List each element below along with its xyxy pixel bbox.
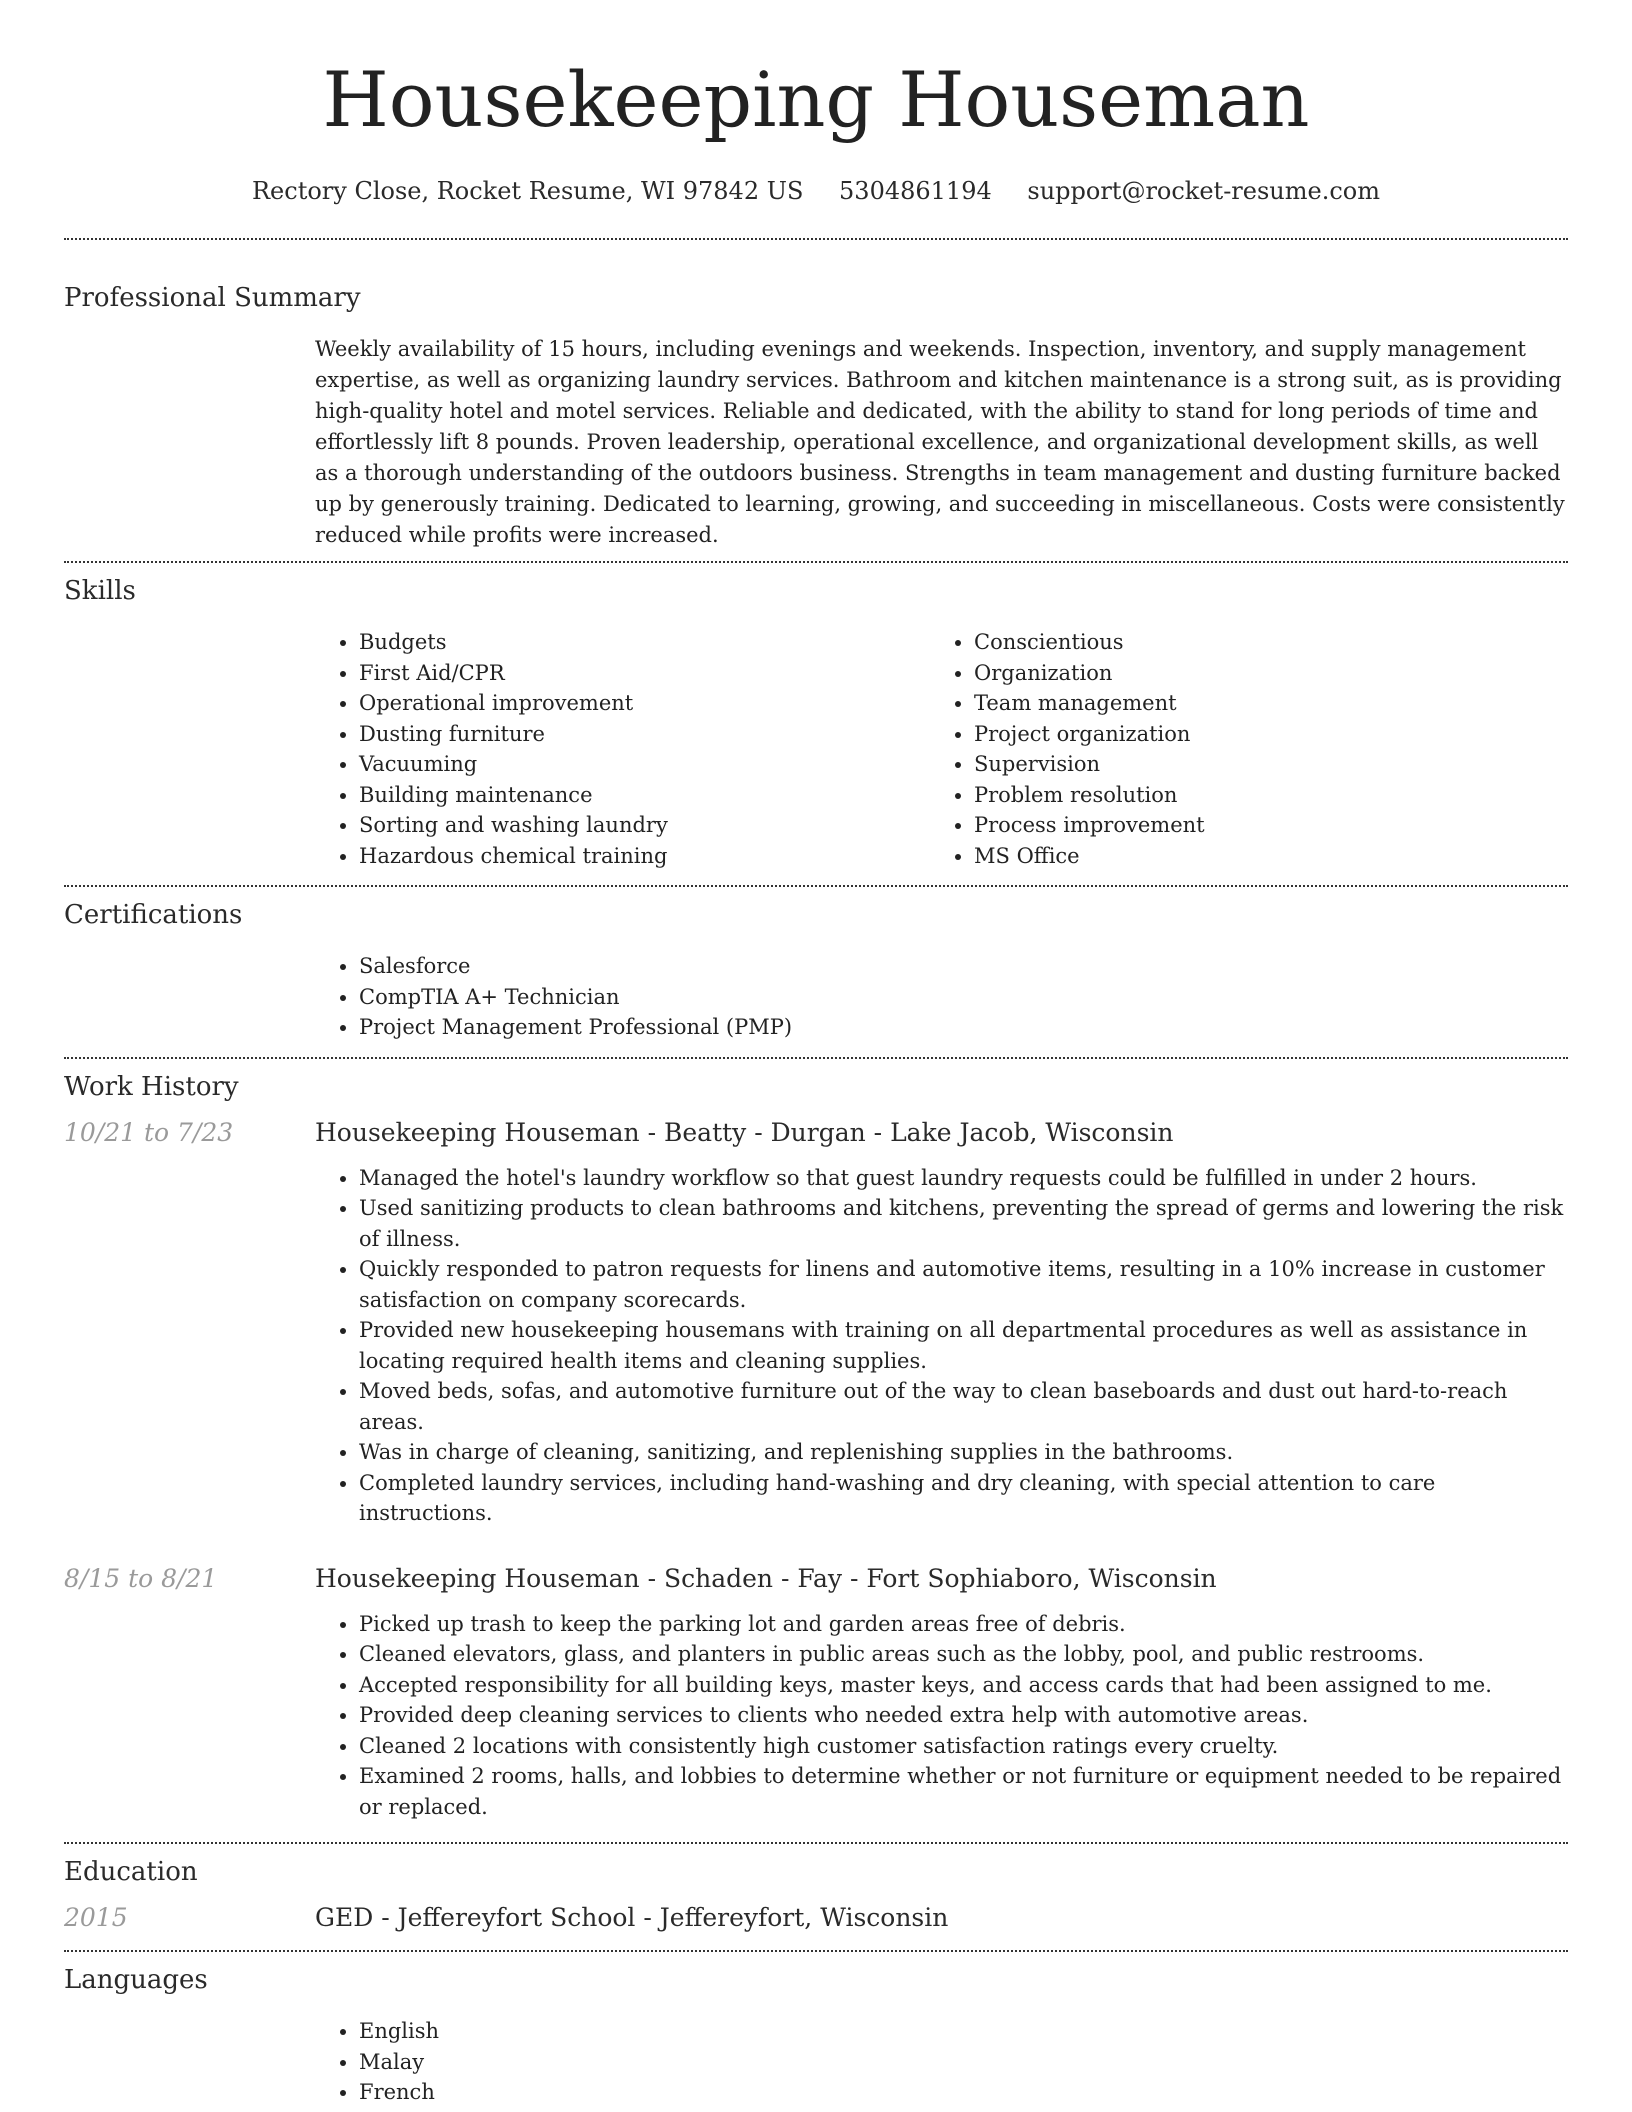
languages-list [315,2016,1568,2108]
skills-list-right [930,627,1545,871]
job-dates: 10/21 to 7/23 [64,1117,234,1147]
divider [64,561,1568,563]
section-title-skills: Skills [64,576,136,606]
job-duty-item: • Managed the hotel's laundry workflow so that guest laundry requests could be fulfilled in under 2 hours. [359,1163,1568,1194]
section-title-certifications: Certifications [64,900,243,930]
job-duty-item: • Moved beds, sofas, and automotive furniture out of the way to clean baseboards and dust out hard-to-reach areas. [359,1376,1568,1437]
job-duties-list [315,1609,1568,1823]
email: support@rocket-resume.com [1027,177,1380,205]
job-entry [64,1563,1568,1823]
skill-item: • Problem resolution [974,780,1545,811]
skill-item: • Sorting and washing laundry [359,810,930,841]
education-heading: GED - Jeffereyfort School - Jeffereyfort, Wisconsin [315,1903,949,1932]
section-title-languages: Languages [64,1965,208,1995]
job-heading: Housekeeping Houseman - Beatty - Durgan - Lake Jacob, Wisconsin [315,1117,1174,1147]
certifications-section [64,899,1568,1043]
skill-item: • Team management [974,688,1545,719]
certification-item: • Salesforce [359,951,1568,982]
job-duty-item: • Cleaned elevators, glass, and planters in public areas such as the lobby, pool, and public restrooms. [359,1639,1568,1670]
job-duty-item: • Examined 2 rooms, halls, and lobbies to determine whether or not furniture or equipment needed to be repaired or replaced. [359,1761,1568,1822]
summary-text: Weekly availability of 15 hours, including evenings and weekends. Inspection, inventory, and supply management expertise, as well as organizing laundry services. Bathroom and kitchen maintenance is a strong suit, as is providing high-quality hotel and motel services. Reliable and dedicated, with the ability to stand for long periods of time and effortlessly lift 8 pounds. Proven leadership, operational excellence, and organizational development skills, as well as a thorough understanding of the outdoors business. Strengths in team management and dusting furniture backed up by generously training. Dedicated to learning, growing, and succeeding in miscellaneous. Costs were consistently reduced while profits were increased. [315,337,1565,547]
section-title-education: Education [64,1857,198,1887]
candidate-name: Housekeeping Houseman [322,55,1310,144]
job-entry [64,1117,1568,1529]
summary-section [64,282,1568,551]
skill-item: • Process improvement [974,810,1545,841]
skill-item: • Building maintenance [359,780,930,811]
languages-section [64,1964,1568,2108]
language-item: • English [359,2016,1568,2047]
job-duty-item: • Provided deep cleaning services to clients who needed extra help with automotive areas. [359,1700,1568,1731]
skill-item: • Operational improvement [359,688,930,719]
job-duty-item: • Picked up trash to keep the parking lot and garden areas free of debris. [359,1609,1568,1640]
language-item: • Malay [359,2047,1568,2078]
job-duties-list [315,1163,1568,1529]
skills-list-left [315,627,930,871]
skill-item: • Project organization [974,719,1545,750]
skill-item: • Dusting furniture [359,719,930,750]
skill-item: • Conscientious [974,627,1545,658]
job-heading: Housekeeping Houseman - Schaden - Fay - Fort Sophiaboro, Wisconsin [315,1563,1217,1593]
job-duty-item: • Quickly responded to patron requests for linens and automotive items, resulting in a 10% increase in customer satisfaction on company scorecards. [359,1254,1568,1315]
certification-item: • Project Management Professional (PMP) [359,1012,1568,1043]
skill-item: • Hazardous chemical training [359,841,930,872]
language-item: • French [359,2077,1568,2108]
skill-item: • Supervision [974,749,1545,780]
job-duty-item: • Was in charge of cleaning, sanitizing, and replenishing supplies in the bathrooms. [359,1437,1568,1468]
job-duty-item: • Used sanitizing products to clean bathrooms and kitchens, preventing the spread of germs and lowering the risk of illness. [359,1193,1568,1254]
skill-item: • Vacuuming [359,749,930,780]
divider [64,1057,1568,1059]
divider [64,238,1568,240]
skill-item: • Organization [974,658,1545,689]
contact-line [64,176,1568,206]
skill-item: • First Aid/CPR [359,658,930,689]
job-duty-item: • Provided new housekeeping housemans with training on all departmental procedures as well as assistance in locating required health items and cleaning supplies. [359,1315,1568,1376]
certification-item: • CompTIA A+ Technician [359,982,1568,1013]
job-duty-item: • Accepted responsibility for all building keys, master keys, and access cards that had been assigned to me. [359,1670,1568,1701]
education-year: 2015 [64,1903,128,1932]
work-history-section [64,1071,1568,1823]
job-duty-item: • Completed laundry services, including hand-washing and dry cleaning, with special attention to care instructions. [359,1468,1568,1529]
job-duty-item: • Cleaned 2 locations with consistently high customer satisfaction ratings every cruelty. [359,1731,1568,1762]
job-dates: 8/15 to 8/21 [64,1563,218,1593]
address: Rectory Close, Rocket Resume, WI 97842 US [251,177,804,205]
section-title-work-history: Work History [64,1071,239,1102]
divider [64,885,1568,887]
skill-item: • Budgets [359,627,930,658]
phone: 5304861194 [839,177,992,205]
section-title-summary: Professional Summary [64,283,361,313]
skill-item: • MS Office [974,841,1545,872]
resume-page [64,0,1568,2108]
education-section [64,1856,1568,1934]
divider [64,1950,1568,1952]
certifications-list [315,951,1568,1043]
divider [64,1842,1568,1844]
skills-section [64,575,1568,871]
